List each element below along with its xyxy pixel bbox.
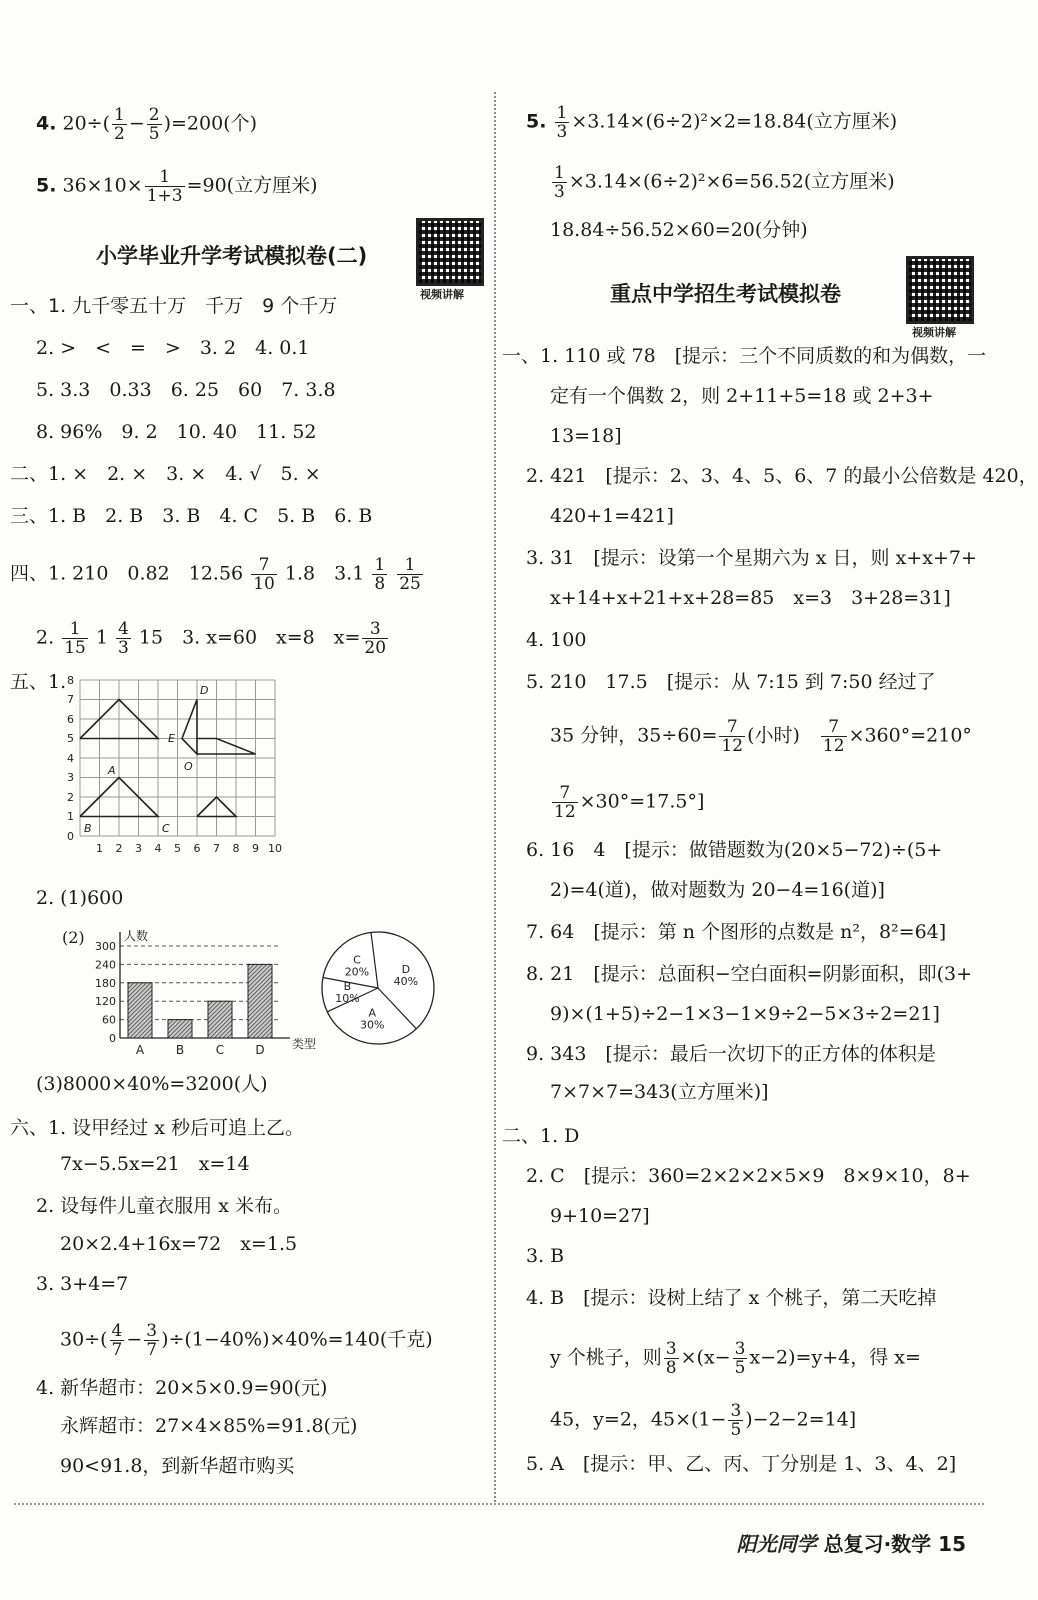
x-axis-label: 类型 <box>292 1037 317 1051</box>
part6-q2-work: 20×2.4+16x=72 x=1.5 <box>60 1233 298 1255</box>
part3: 三、1. B 2. B 3. B 4. C 5. B 6. B <box>10 505 373 527</box>
q9-line2: 7×7×7=343(立方厘米)] <box>550 1081 769 1103</box>
part6-q4: 4. 新华超市：20×5×0.9=90(元) <box>36 1377 328 1399</box>
part4-q2: 2. $\frac{1}{15}$ 1 $\frac{4}{3}$ 15 3. x=60 x=8 x= $\frac{3}{20}$ <box>36 619 387 658</box>
x-tick-label: D <box>255 1043 265 1057</box>
pie-chart <box>318 928 438 1048</box>
part5-q2-sub2: (2) <box>62 928 85 947</box>
svg-text:1: 1 <box>67 810 74 823</box>
q1-line1: 一、1. 110 或 78 [提示：三个不同质数的和为偶数，一 <box>502 345 987 367</box>
footer-brand: 阳光同学 <box>736 1532 817 1556</box>
part5-q3: (3)8000×40%=3200(人) <box>36 1073 268 1095</box>
part2-q5: 5. A [提示：甲、乙、丙、丁分别是 1、3、4、2] <box>526 1453 957 1475</box>
q8-line2: 9)×(1+5)÷2−1×3−1×9÷2−5×3÷2=21] <box>550 1003 940 1025</box>
footer-divider <box>14 1503 984 1505</box>
part6-q3: 3. 3+4=7 <box>36 1273 129 1295</box>
svg-text:0: 0 <box>67 830 74 843</box>
svg-text:8: 8 <box>232 842 240 855</box>
y-tick-label: 120 <box>95 995 116 1009</box>
svg-text:4: 4 <box>67 752 74 765</box>
prev-answer-5b: $\frac{1}{3}$ ×3.14×(6÷2)²×6=56.52(立方厘米) <box>554 163 895 202</box>
bar-d <box>248 964 272 1038</box>
part6-q1: 六、1. 设甲经过 x 秒后可追上乙。 <box>10 1117 304 1139</box>
answer-5: 5. 36×10× $\frac{1}{1+3}$ =90(立方厘米) <box>36 167 318 206</box>
y-tick-label: 180 <box>95 976 116 990</box>
svg-text:E: E <box>168 732 175 745</box>
grid-figure <box>62 672 282 862</box>
pie-slice-value: 10% <box>335 991 360 1005</box>
part6-q2: 2. 设每件儿童衣服用 x 米布。 <box>36 1195 292 1217</box>
part2-q3: 3. B <box>526 1245 565 1267</box>
svg-text:8: 8 <box>67 674 74 687</box>
pie-slice-value: 40% <box>393 974 419 988</box>
bar-b <box>168 1020 192 1038</box>
column-divider <box>494 92 496 1502</box>
q5-line2: 35 分钟，35÷60= $\frac{7}{12}$ (小时) $\frac{7}{12}$ ×360°=210° <box>550 717 972 756</box>
svg-text:9: 9 <box>252 842 259 855</box>
part5-q2: 2. (1)600 <box>36 887 124 909</box>
part1-q5: 5. 3.3 0.33 6. 25 60 7. 3.8 <box>36 379 336 401</box>
svg-text:5: 5 <box>174 842 181 855</box>
svg-text:2: 2 <box>115 842 123 855</box>
page-number: 15 <box>938 1532 966 1556</box>
part1-q1: 一、1. 九千零五十万 千万 9 个千万 <box>10 295 338 317</box>
x-tick-label: C <box>215 1043 225 1057</box>
part4-q1: 四、1. 210 0.82 12.56 $\frac{7}{10}$ 1.8 3.1 $\frac{1}{8}$ $\frac{1}{25}$ <box>10 555 421 594</box>
x-tick-label: A <box>135 1043 145 1057</box>
bar-a <box>128 983 152 1038</box>
pie-slice-value: 30% <box>360 1018 385 1032</box>
page-footer <box>737 1528 966 1557</box>
x-tick-label: B <box>175 1043 185 1057</box>
svg-text:B: B <box>84 822 92 835</box>
y-axis-label: 人数 <box>124 929 149 943</box>
pie-slice-label: B <box>343 979 352 993</box>
qr-label-right: 视频讲解 <box>912 326 956 339</box>
qr-code-right[interactable] <box>906 256 974 324</box>
svg-text:C: C <box>162 822 170 835</box>
svg-text:A: A <box>108 764 116 777</box>
section-title: 小学毕业升学考试模拟卷(二) <box>96 244 368 268</box>
bar-c <box>208 1001 232 1038</box>
part6-q4-work2: 90<91.8，到新华超市购买 <box>60 1455 295 1477</box>
footer-title: 总复习·数学 <box>823 1532 932 1556</box>
part2: 二、1. × 2. × 3. × 4. √ 5. × <box>10 463 321 485</box>
svg-text:6: 6 <box>193 842 201 855</box>
q3-line2: x+14+x+21+x+28=85 x=3 3+28=31] <box>550 587 951 609</box>
svg-text:O: O <box>184 760 193 773</box>
q3-line1: 3. 31 [提示：设第一个星期六为 x 日，则 x+x+7+ <box>526 547 977 569</box>
svg-text:7: 7 <box>67 693 74 706</box>
part6-q1-work: 7x−5.5x=21 x=14 <box>60 1153 250 1175</box>
prev-answer-5a: 5. $\frac{1}{3}$ ×3.14×(6÷2)²×2=18.84(立方厘米) <box>526 103 898 142</box>
q2-line2: 420+1=421] <box>550 505 674 527</box>
part5-q1-label: 五、1. <box>10 671 67 693</box>
q6-line2: 2)=4(道)，做对题数为 20−4=16(道)] <box>550 879 885 901</box>
y-tick-label: 240 <box>95 958 116 972</box>
prev-answer-5c: 18.84÷56.52×60=20(分钟) <box>550 219 808 241</box>
section-title-right: 重点中学招生考试模拟卷 <box>610 282 841 306</box>
pie-slice-label: D <box>401 962 411 976</box>
q7: 7. 64 [提示：第 n 个图形的点数是 n²，8²=64] <box>526 921 947 943</box>
q1-line2: 定有一个偶数 2，则 2+11+5=18 或 2+3+ <box>550 385 934 407</box>
pie-slice-label: C <box>353 953 361 967</box>
part2-q4-line1: 4. B [提示：设树上结了 x 个桃子，第二天吃掉 <box>526 1287 937 1309</box>
y-tick-label: 0 <box>109 1032 116 1045</box>
q5-line3: $\frac{7}{12}$ ×30°=17.5°] <box>554 783 705 822</box>
svg-text:4: 4 <box>154 842 162 855</box>
svg-text:5: 5 <box>67 732 74 745</box>
qr-code[interactable] <box>416 218 484 286</box>
svg-text:2: 2 <box>67 791 74 804</box>
svg-text:3: 3 <box>67 771 74 784</box>
part2-q1: 二、1. D <box>502 1125 580 1147</box>
part6-q3-work: 30÷( $\frac{4}{7}$ − $\frac{3}{7}$ )÷(1−40%)×40%=140(千克) <box>60 1321 433 1360</box>
q2-line1: 2. 421 [提示：2、3、4、5、6、7 的最小公倍数是 420， <box>526 465 1038 487</box>
part2-q4-line2: y 个桃子，则 $\frac{3}{8}$ ×(x− $\frac{3}{5}$ x−2)=y+4，得 x= <box>550 1339 921 1378</box>
bar-chart <box>84 926 317 1058</box>
y-tick-label: 300 <box>95 940 116 953</box>
answer-4: 4. 20÷( $\frac{1}{2}$ − $\frac{2}{5}$ )=200(个) <box>36 105 258 144</box>
part6-q4-work1: 永辉超市：27×4×85%=91.8(元) <box>60 1415 358 1437</box>
q4: 4. 100 <box>526 629 587 651</box>
svg-text:3: 3 <box>135 842 142 855</box>
qr-label: 视频讲解 <box>420 288 464 301</box>
part2-q2-line1: 2. C [提示：360=2×2×2×5×9 8×9×10，8+ <box>526 1165 971 1187</box>
q9-line1: 9. 343 [提示：最后一次切下的正方体的体积是 <box>526 1043 936 1065</box>
q8-line1: 8. 21 [提示：总面积−空白面积=阴影面积，即(3+ <box>526 963 973 985</box>
q6-line1: 6. 16 4 [提示：做错题数为(20×5−72)÷(5+ <box>526 839 943 861</box>
q5-line1: 5. 210 17.5 [提示：从 7:15 到 7:50 经过了 <box>526 671 936 693</box>
svg-text:6: 6 <box>67 713 74 726</box>
svg-text:10: 10 <box>268 842 282 855</box>
part2-q4-line3: 45，y=2，45×(1− $\frac{3}{5}$ )−2−2=14] <box>550 1401 857 1440</box>
part1-q8: 8. 96% 9. 2 10. 40 11. 52 <box>36 421 317 443</box>
pie-slice-value: 20% <box>344 965 370 979</box>
pie-slice-label: A <box>368 1006 376 1020</box>
svg-text:1: 1 <box>96 842 103 855</box>
svg-text:7: 7 <box>213 842 220 855</box>
q1-line3: 13=18] <box>550 425 622 447</box>
svg-text:D: D <box>200 684 209 697</box>
part1-q2: 2. > < = > 3. 2 4. 0.1 <box>36 337 310 359</box>
part2-q2-line2: 9+10=27] <box>550 1205 650 1227</box>
y-tick-label: 60 <box>102 1013 116 1027</box>
